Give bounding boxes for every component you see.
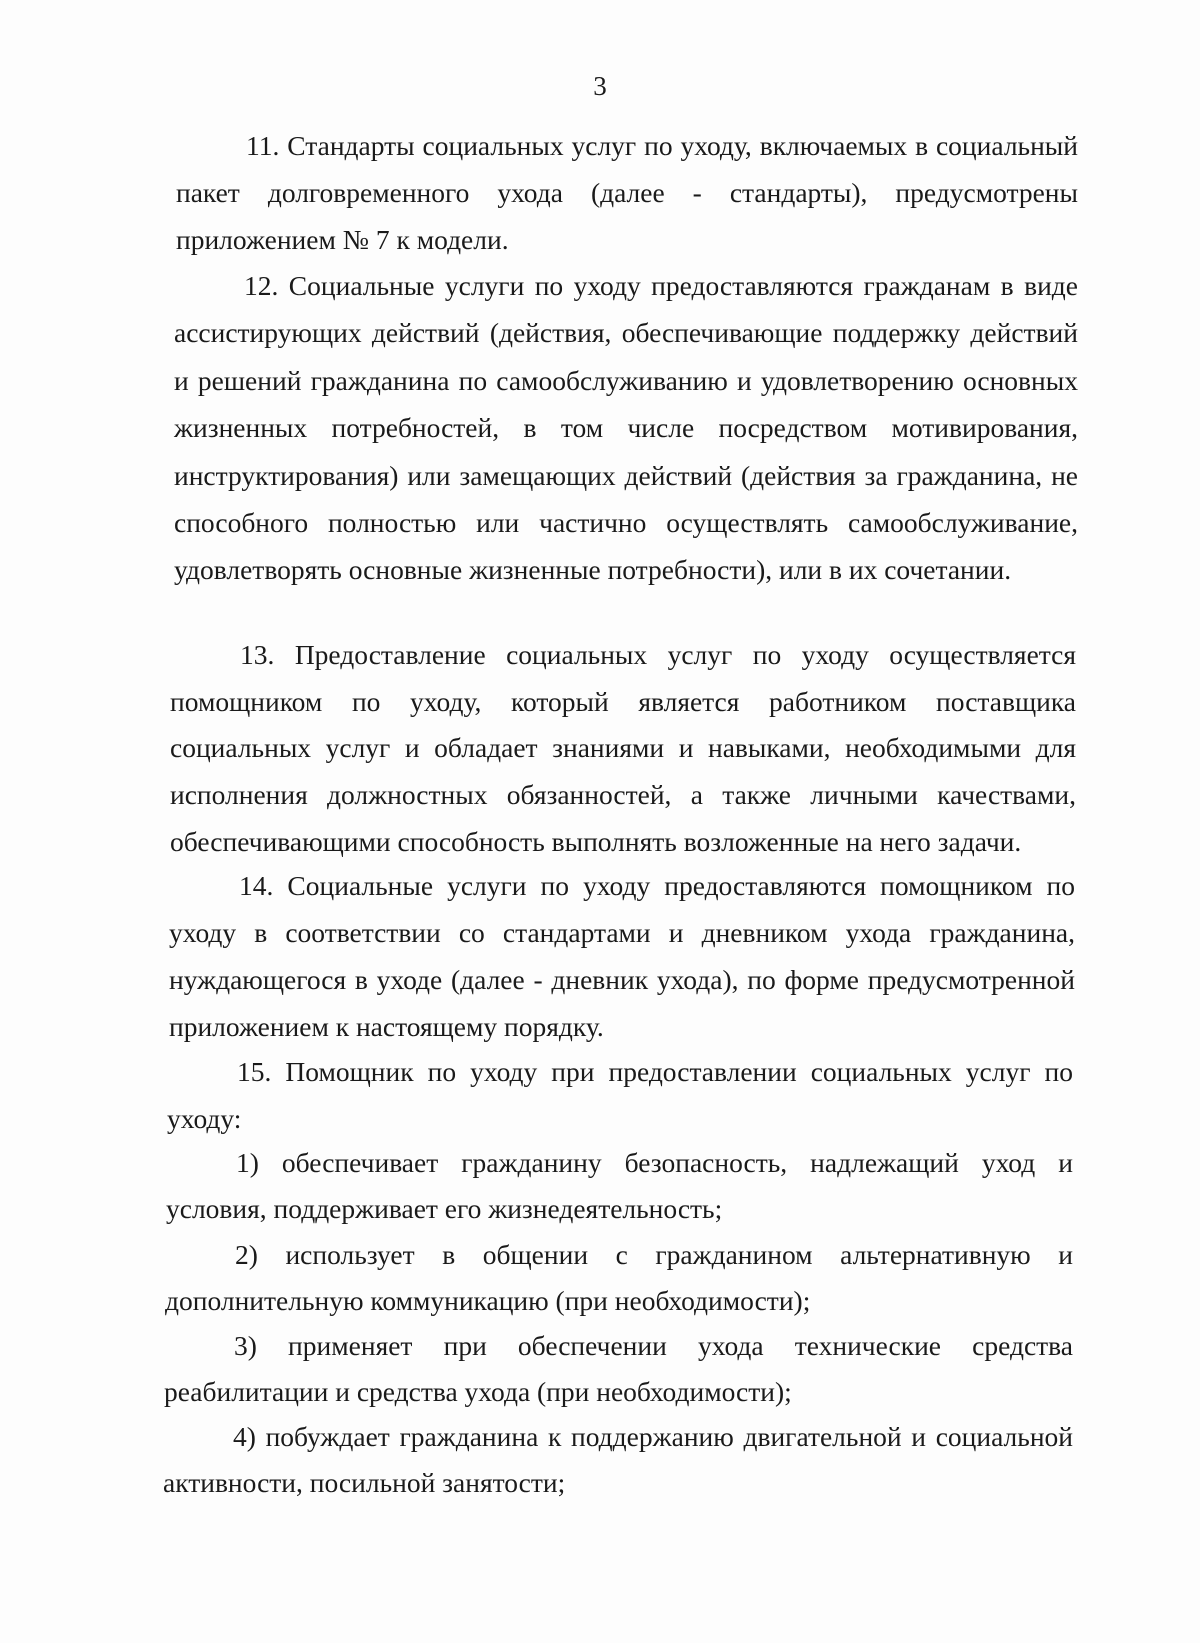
paragraph-13: 13. Предоставление социальных услуг по уходу осуществляется помощником по уходу, который является работником поставщика социальных услуг и обладает знаниями и навыками, необходимыми для исполнения должностных обязанностей, а также личными качествами, обеспечивающими способность выполнять возложенные на него задачи. bbox=[170, 639, 1076, 857]
list-item-1: 1) обеспечивает гражданину безопасность, надлежащий уход и условия, поддерживает его жизнедеятельность; bbox=[166, 1147, 1073, 1224]
list-item-2: 2) использует в общении с гражданином альтернативную и дополнительную коммуникацию (при необходимости); bbox=[165, 1239, 1073, 1316]
paragraph-11: 11. Стандарты социальных услуг по уходу, включаемых в социальный пакет долговременного ухода (далее - стандарты), предусмотрены приложением № 7 к модели. bbox=[176, 130, 1078, 255]
paragraph-14: 14. Социальные услуги по уходу предоставляются помощником по уходу в соответствии со стандартами и дневником ухода гражданина, нуждающегося в уходе (далее - дневник ухода), по форме предусмотренной приложением к настоящему порядку. bbox=[169, 870, 1075, 1042]
list-item-4: 4) побуждает гражданина к поддержанию двигательной и социальной активности, посильной занятости; bbox=[163, 1421, 1073, 1498]
list-item-3: 3) применяет при обеспечении ухода технические средства реабилитации и средства ухода (при необходимости); bbox=[164, 1330, 1073, 1407]
paragraph-15: 15. Помощник по уходу при предоставлении социальных услуг по уходу: bbox=[167, 1056, 1073, 1134]
paragraph-12: 12. Социальные услуги по уходу предоставляются гражданам в виде ассистирующих действий (действия, обеспечивающие поддержку действий и решений гражданина по самообслуживанию и удовлетворению основных жизненных потребностей, в том числе посредством мотивирования, инструктирования) или замещающих действий (действия за гражданина, не способного полностью или частично осуществлять самообслуживание, удовлетворять основные жизненные потребности), или в их сочетании. bbox=[174, 270, 1078, 586]
page-number: 3 bbox=[593, 71, 607, 101]
